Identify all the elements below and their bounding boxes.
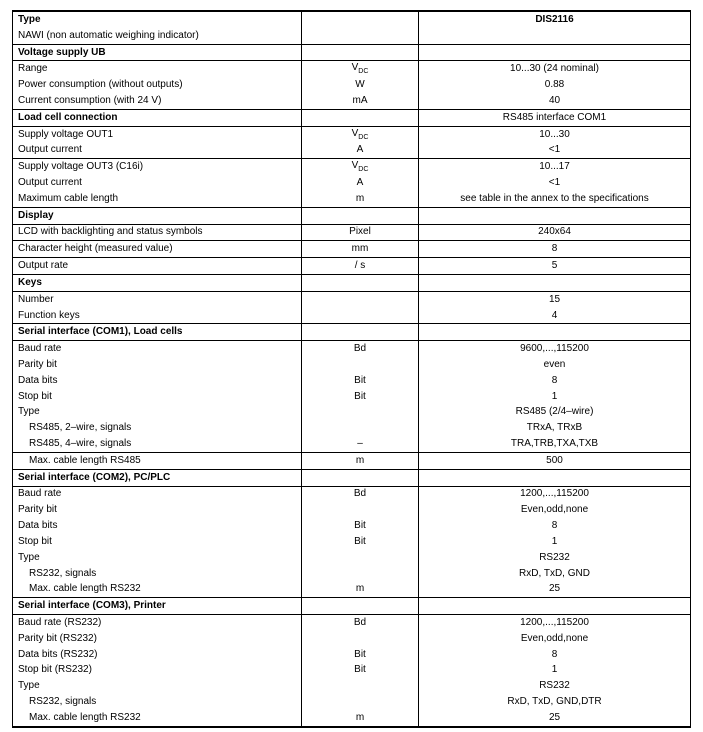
unit-cell: [302, 110, 419, 126]
spec-row: [13, 77, 690, 93]
value-cell: 9600,...,115200: [520, 343, 589, 355]
spec-row: [13, 357, 690, 373]
unit-cell: Bit: [302, 389, 419, 405]
param-label: Supply voltage OUT1: [13, 127, 302, 143]
spec-row: [13, 341, 690, 357]
spec-row: [13, 225, 690, 241]
row-group: [13, 61, 690, 109]
value-cell: [419, 598, 690, 614]
value-cell: <1: [548, 177, 561, 189]
section-row: [13, 110, 690, 126]
value-cell: RxD, TxD, GND,DTR: [507, 696, 602, 708]
param-label: Stop bit: [13, 534, 302, 550]
param-label: Serial interface (COM3), Printer: [13, 598, 302, 614]
unit-cell: [302, 12, 419, 28]
unit-cell: m: [302, 191, 419, 207]
row-group: [13, 324, 690, 341]
section-row: [13, 598, 690, 614]
unit-cell: Bit: [302, 663, 419, 679]
value-cell: RS485 interface COM1: [502, 111, 607, 123]
spec-table: [12, 10, 691, 728]
value-cell: [419, 28, 690, 44]
param-label: Range: [13, 61, 302, 77]
param-label: RS232, signals: [13, 694, 302, 710]
value-cell: see table in the annex to the specifications: [460, 192, 649, 204]
unit-cell: Bd: [302, 487, 419, 503]
section-row: [13, 470, 690, 486]
section-row: [13, 275, 690, 291]
spec-row: [13, 694, 690, 710]
value-cell: 40: [548, 94, 561, 106]
value-cell: <1: [548, 144, 561, 156]
value-cell: 1200,...,115200: [520, 616, 589, 628]
unit-cell: W: [302, 77, 419, 93]
unit-cell: [302, 598, 419, 614]
value-cell: 10...17: [539, 161, 570, 173]
unit-cell: Bit: [302, 534, 419, 550]
value-cell: [419, 275, 690, 291]
value-cell: RS485 (2/4–wire): [515, 406, 594, 418]
unit-cell: [302, 502, 419, 518]
param-label: Data bits: [13, 518, 302, 534]
row-group: [13, 275, 690, 292]
value-cell: [419, 324, 690, 340]
spec-row: [13, 405, 690, 421]
unit-cell: [302, 566, 419, 582]
unit-cell: Bd: [302, 615, 419, 631]
unit-cell: [302, 694, 419, 710]
unit-cell: A: [302, 175, 419, 191]
param-label: Type: [13, 405, 302, 421]
param-label: Character height (measured value): [13, 241, 302, 257]
param-label: Output current: [13, 143, 302, 159]
unit-cell: –: [302, 436, 419, 452]
row-group: [13, 258, 690, 275]
section-row: [13, 208, 690, 224]
value-cell: [419, 208, 690, 224]
spec-row: [13, 127, 690, 143]
param-label: Output rate: [13, 258, 302, 274]
param-label: Number: [13, 292, 302, 308]
unit-subscript: DC: [358, 166, 369, 174]
spec-row: [13, 678, 690, 694]
row-group: [13, 45, 690, 62]
value-cell: 1200,...,115200: [520, 488, 589, 500]
unit-cell: Bd: [302, 341, 419, 357]
spec-row: [13, 550, 690, 566]
unit-cell: [302, 308, 419, 324]
value-cell: 10...30: [539, 128, 570, 140]
param-label: Baud rate: [13, 487, 302, 503]
value-cell: 10...30 (24 nominal): [510, 63, 599, 75]
spec-row: [13, 241, 690, 257]
spec-row: [13, 518, 690, 534]
spec-row: [13, 191, 690, 207]
value-cell: 25: [548, 711, 561, 723]
row-group: [13, 159, 690, 207]
row-group: [13, 12, 690, 45]
spec-row: [13, 292, 690, 308]
param-label: Data bits (RS232): [13, 647, 302, 663]
row-group: [13, 341, 690, 453]
value-cell: 1: [551, 535, 558, 547]
value-cell: 0.88: [544, 79, 565, 91]
spec-row: [13, 28, 690, 44]
row-group: [13, 241, 690, 258]
value-cell: 240x64: [538, 226, 571, 238]
value-cell: TRxA, TRxB: [526, 422, 583, 434]
value-cell: DIS2116: [535, 13, 574, 25]
param-label: Serial interface (COM2), PC/PLC: [13, 470, 302, 486]
param-label: Display: [13, 208, 302, 224]
unit-cell: Bit: [302, 373, 419, 389]
spec-row: [13, 61, 690, 77]
unit-cell: Bit: [302, 518, 419, 534]
unit-cell: Bit: [302, 647, 419, 663]
param-label: Supply voltage OUT3 (C16i): [13, 159, 302, 175]
spec-row: [13, 436, 690, 452]
param-label: Maximum cable length: [13, 191, 302, 207]
param-label: NAWI (non automatic weighing indicator): [13, 28, 302, 44]
spec-row: [13, 647, 690, 663]
section-row: [13, 45, 690, 61]
unit-subscript: DC: [358, 133, 369, 141]
unit-cell: [302, 678, 419, 694]
value-cell: even: [543, 358, 566, 370]
row-group: [13, 127, 690, 160]
param-label: Output current: [13, 175, 302, 191]
unit-cell: [302, 45, 419, 61]
row-group: [13, 110, 690, 127]
param-label: Type: [13, 678, 302, 694]
spec-row: [13, 453, 690, 469]
value-cell: [419, 470, 690, 486]
value-cell: 4: [551, 309, 558, 321]
param-label: Function keys: [13, 308, 302, 324]
row-group: [13, 225, 690, 242]
param-label: Parity bit (RS232): [13, 631, 302, 647]
section-row: [13, 12, 690, 28]
unit-cell: [302, 275, 419, 291]
spec-row: [13, 420, 690, 436]
value-cell: RxD, TxD, GND: [519, 567, 590, 579]
param-label: Max. cable length RS485: [13, 453, 302, 469]
unit-cell: $V_{DC}$: [302, 61, 419, 77]
unit-cell: mm: [302, 241, 419, 257]
value-cell: 5: [551, 260, 558, 272]
param-label: Parity bit: [13, 357, 302, 373]
param-label: Type: [13, 550, 302, 566]
param-label: LCD with backlighting and status symbols: [13, 225, 302, 241]
spec-row: [13, 159, 690, 175]
param-label: Stop bit: [13, 389, 302, 405]
value-cell: 1: [551, 664, 558, 676]
spec-row: [13, 487, 690, 503]
value-cell: 1: [551, 390, 558, 402]
value-cell: RS232: [539, 680, 570, 692]
value-cell: 500: [546, 454, 563, 466]
spec-row: [13, 308, 690, 324]
spec-row: [13, 389, 690, 405]
row-group: [13, 487, 690, 599]
row-group: [13, 615, 690, 726]
spec-row: [13, 663, 690, 679]
value-cell: [419, 45, 690, 61]
spec-row: [13, 581, 690, 597]
param-label: Stop bit (RS232): [13, 663, 302, 679]
row-group: [13, 470, 690, 487]
value-cell: 8: [551, 520, 558, 532]
spec-row: [13, 631, 690, 647]
unit-cell: [302, 28, 419, 44]
unit-cell: [302, 357, 419, 373]
param-label: Max. cable length RS232: [13, 581, 302, 597]
section-row: [13, 324, 690, 340]
row-group: [13, 208, 690, 225]
row-group: [13, 292, 690, 325]
unit-cell: mA: [302, 93, 419, 109]
value-cell: Even,odd,none: [520, 504, 589, 516]
unit-cell: $V_{DC}$: [302, 159, 419, 175]
unit-cell: [302, 550, 419, 566]
spec-row: [13, 534, 690, 550]
value-cell: TRA,TRB,TXA,TXB: [510, 438, 599, 450]
value-cell: RS232: [539, 551, 570, 563]
unit-cell: [302, 631, 419, 647]
param-label: Keys: [13, 275, 302, 291]
param-label: Power consumption (without outputs): [13, 77, 302, 93]
param-label: Serial interface (COM1), Load cells: [13, 324, 302, 340]
param-label: RS485, 2–wire, signals: [13, 420, 302, 436]
param-label: Parity bit: [13, 502, 302, 518]
row-group: [13, 598, 690, 615]
unit-cell: m: [302, 581, 419, 597]
spec-row: [13, 373, 690, 389]
value-cell: 8: [551, 374, 558, 386]
param-label: Baud rate (RS232): [13, 615, 302, 631]
param-label: Max. cable length RS232: [13, 710, 302, 726]
unit-cell: / s: [302, 258, 419, 274]
param-label: RS485, 4–wire, signals: [13, 436, 302, 452]
unit-cell: [302, 405, 419, 421]
unit-cell: [302, 324, 419, 340]
unit-subscript: DC: [358, 68, 369, 76]
param-label: Load cell connection: [13, 110, 302, 126]
unit-cell: m: [302, 453, 419, 469]
value-cell: Even,odd,none: [520, 632, 589, 644]
unit-cell: [302, 420, 419, 436]
spec-row: [13, 566, 690, 582]
value-cell: 8: [551, 243, 558, 255]
value-cell: 15: [548, 293, 561, 305]
param-label: Type: [13, 12, 302, 28]
param-label: Baud rate: [13, 341, 302, 357]
unit-cell: $V_{DC}$: [302, 127, 419, 143]
value-cell: 25: [548, 583, 561, 595]
value-cell: 8: [551, 648, 558, 660]
param-label: Voltage supply UB: [13, 45, 302, 61]
spec-row: [13, 615, 690, 631]
row-group: [13, 453, 690, 470]
spec-row: [13, 93, 690, 109]
unit-cell: [302, 470, 419, 486]
unit-cell: Pixel: [302, 225, 419, 241]
spec-row: [13, 143, 690, 159]
param-label: RS232, signals: [13, 566, 302, 582]
spec-row: [13, 175, 690, 191]
param-label: Data bits: [13, 373, 302, 389]
unit-cell: [302, 292, 419, 308]
spec-row: [13, 710, 690, 726]
spec-row: [13, 258, 690, 274]
spec-row: [13, 502, 690, 518]
unit-cell: [302, 208, 419, 224]
unit-cell: A: [302, 143, 419, 159]
param-label: Current consumption (with 24 V): [13, 93, 302, 109]
unit-cell: m: [302, 710, 419, 726]
